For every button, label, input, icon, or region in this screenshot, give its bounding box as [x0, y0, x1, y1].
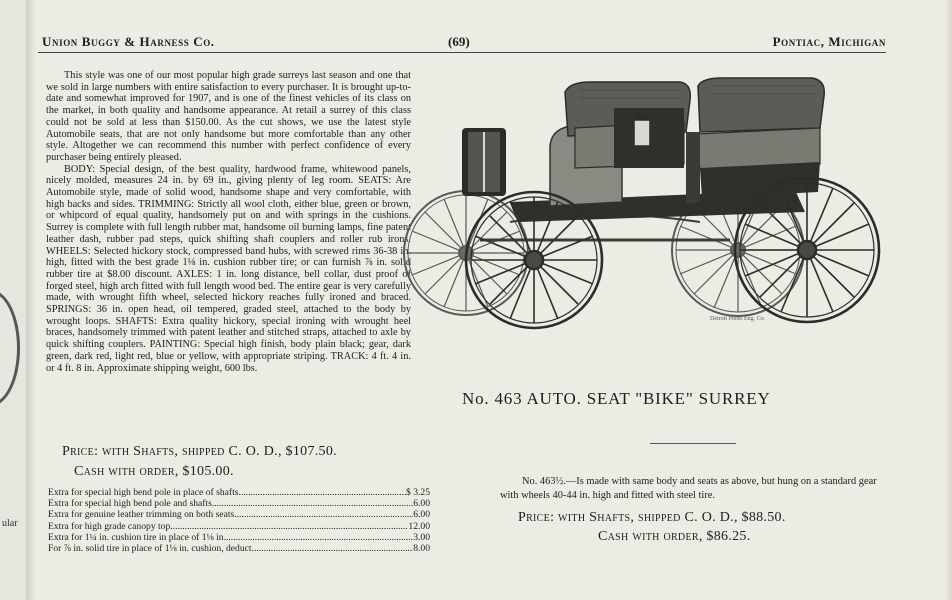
title-divider: [650, 443, 736, 444]
rear-wheel-near: [735, 178, 879, 322]
running-header: [38, 34, 886, 52]
variant-note-block: [500, 475, 888, 502]
header-rule: [38, 52, 886, 53]
company-name: Union Buggy & Harness Co.: [42, 34, 215, 49]
variant-note: No. 463½.—Is made with same body and seats as above, but hung on a standard gear with wheels 40-44 in. high and fitted with steel tire.: [500, 476, 877, 501]
variant-price-block: [518, 508, 898, 546]
product-description: [46, 70, 411, 374]
wheel-fragment: [0, 290, 20, 406]
extra-item: Extra for special high bend pole and shafts ..... 6.00: [48, 498, 430, 509]
price-cash: Cash with order, $105.00.: [74, 464, 234, 479]
extra-item: Extra for genuine leather trimming on both seats ..... 6.00: [48, 509, 430, 520]
specs-paragraph: BODY: Special design, of the best quality, hardwood frame, whitewood panels, nicely molded, measures 24 in. by 69 in., giving plenty of leg room. SEATS: Are Automobile style, made of solid wood, handsome shape and very comfortable, with high backs and sides. TRIMMING: Strictly all wool cloth, either blue, green or brown, or whipcord of equal quality, handsomely put on and with springs in the cushions. Surrey is complete with full length rubber mat, handsome oil burning lamps, fine patent leather dash, rubber pad steps, quick shifting shaft couplers and roller rub irons. WHEELS: Selected hickory stock, compressed band hubs, with screwed rims 36-38 in. high, fitted with the best grade 1⅛ in. cushion rubber tire; or can furnish ⅞ in. solid rubber tire at $8.00 discount. AXLES: 1 in. long distance, bell collar, dust proof of forged steel, high arch fitted with full length wood bed. The entire gear is very carefully made, with wrought fifth wheel, selected hickory reaches fully ironed and braced. SPRINGS: 36 in. open head, oil tempered, graded steel, attached to the body by wrought loops. SHAFTS: Extra quality hickory, special ironing with wrought heel braces, handsomely trimmed with patent leather and stitched straps, attached to axle by quick shifting couplers. PAINTING: Special high finish, body plain black; gear, dark green, dark red, light red, blue or yellow, with appropriate striping. TRACK: 4 ft. 4 in. or 4 ft. 8 in. Approximate shipping weight, 600 lbs.: [46, 163, 411, 374]
engraver-credit: Detroit Photo Eng. Co.: [710, 316, 766, 322]
intro-paragraph: This style was one of our most popular high grade surreys last season and one that we sold in large numbers with entire satisfaction to every purchaser. It is brought up-to-date and somewhat improved for 1907, and is one of the finest vehicles of its class on the market, in both quality and handsome appearance. At retail a surrey of this class could not be sold at less than $150.00. As the cut shows, we use the latest style Automobile seats, that are not only handsome but more comfortable than any other style. Altogether we can recommend this number with perfect confidence of every purchaser being entirely pleased.: [46, 70, 411, 163]
extra-item: Extra for 1¼ in. cushion tire in place of 1⅛ in. ..... 3.00: [48, 532, 430, 543]
variant-price-cash: Cash with order, $86.25.: [598, 529, 751, 544]
surrey-illustration: [400, 72, 890, 334]
main-price-block: [62, 442, 442, 482]
variant-price-cod: Price: with Shafts, shipped C. O. D., $88.50.: [518, 510, 786, 525]
extra-item: For ⅞ in. solid tire in place of 1⅛ in. cushion, deduct ..... 8.00: [48, 543, 430, 554]
book-gutter: [26, 0, 36, 600]
extras-list: [48, 487, 430, 554]
product-title: No. 463 AUTO. SEAT "BIKE" SURREY: [462, 389, 771, 408]
extra-item: Extra for high grade canopy top ..... 12.00: [48, 521, 430, 532]
price-cod: Price: with Shafts, shipped C. O. D., $107.50.: [62, 444, 337, 459]
page-edge-right: [944, 0, 952, 600]
margin-fragment: ular: [2, 518, 18, 529]
previous-page-edge: [0, 0, 27, 600]
page-number: (69): [448, 34, 470, 49]
surrey-body: [462, 78, 824, 222]
extra-item: Extra for special high bend pole in place of shafts ..... $ 3.25: [48, 487, 430, 498]
company-location: Pontiac, Michigan: [772, 34, 886, 49]
front-wheel-near: [466, 192, 602, 328]
